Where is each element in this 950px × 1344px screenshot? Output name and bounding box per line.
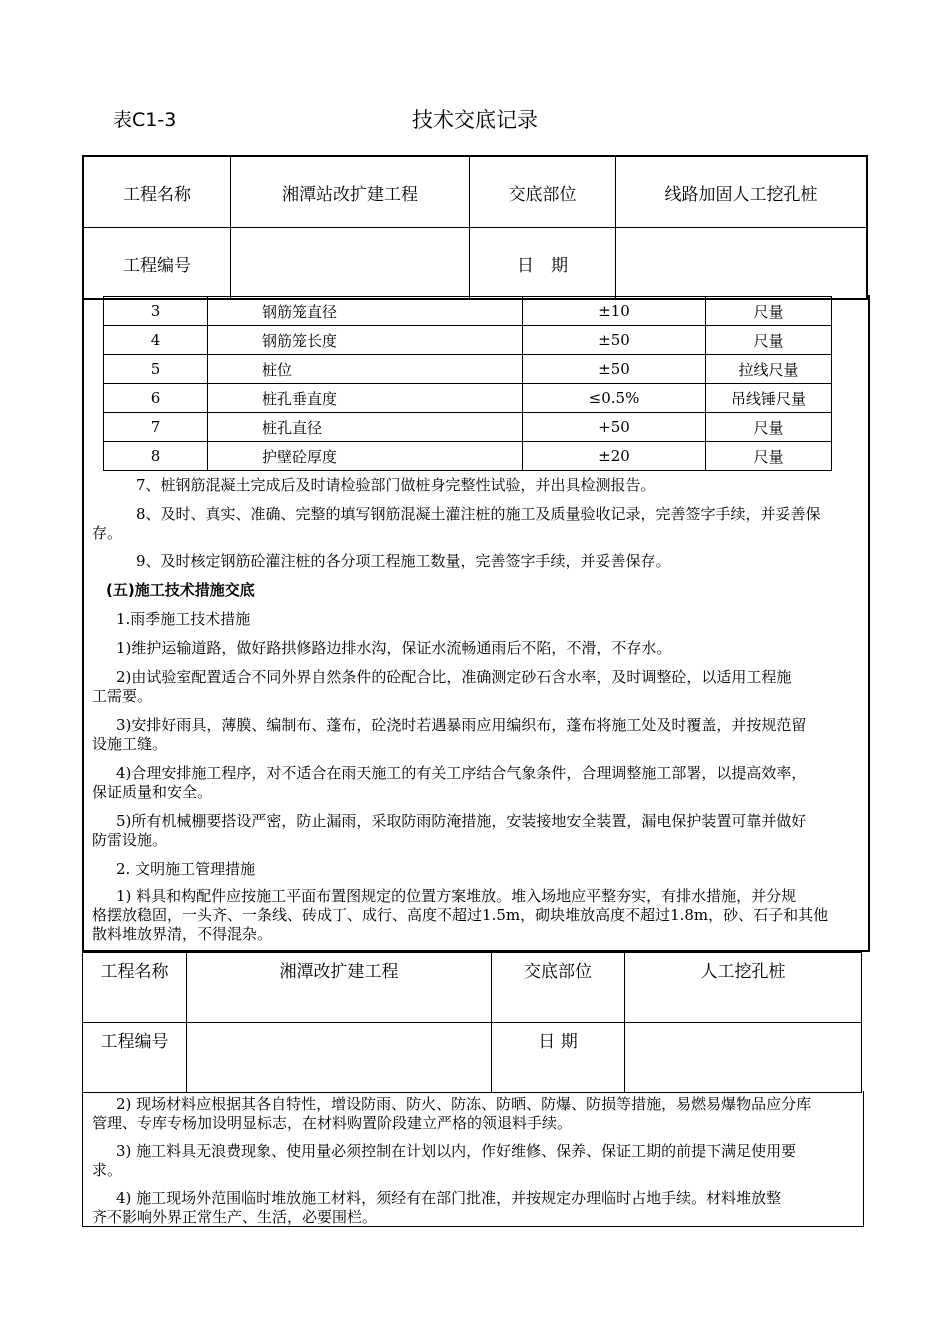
row-item: 钢筋笼长度	[208, 326, 523, 355]
row-method: 尺量	[706, 413, 832, 442]
table-row	[104, 355, 832, 384]
row-item: 钢筋笼直径	[208, 297, 523, 326]
rain-item-5-line2: 防雷设施。	[92, 831, 168, 849]
paragraph-7: 7、桩钢筋混凝土完成后及时请检验部门做桩身完整性试验，并出具检测报告。	[136, 476, 656, 494]
row-method: 吊线锤尺量	[706, 384, 832, 413]
rain-item-3-line1: 3)安排好雨具，薄膜、编制布、蓬布，砼浇时若遇暴雨应用编织布，蓬布将施工处及时覆盖，并按规范留	[116, 716, 807, 734]
rain-measures-heading: 1.雨季施工技术措施	[116, 610, 251, 628]
row-method: 拉线尺量	[706, 355, 832, 384]
civilized-item-2-line2: 管理、专库专杨加设明显标志，在材料购置阶段建立严格的领退料手续。	[92, 1114, 573, 1132]
rain-item-2-line2: 工需要。	[92, 687, 153, 705]
row-method: 尺量	[706, 442, 832, 471]
civilized-item-4-line1: 4) 施工现场外范围临时堆放施工材料，须经有在部门批准，并按规定办理临时占地手续。材料堆放整	[116, 1189, 782, 1207]
form-code: 表C1-3	[113, 109, 177, 131]
rain-item-2-line1: 2)由试验室配置适合不同外界自然条件的砼配合比，准确测定砂石含水率，及时调整砼，以适用工程施	[116, 668, 792, 686]
paragraph-8-line1: 8、及时、真实、准确、完整的填写钢筋混凝土灌注桩的施工及质量验收记录，完善签字手续，并妥善保	[136, 505, 821, 523]
row-no: 5	[104, 355, 208, 384]
document-title: 技术交底记录	[412, 108, 538, 132]
table-row	[104, 326, 832, 355]
rain-item-3-line2: 设施工缝。	[92, 735, 168, 753]
project-no-label: 工程编号	[83, 1023, 187, 1093]
civilized-measures-heading: 2. 文明施工管理措施	[116, 860, 256, 878]
project-no-label: 工程编号	[83, 228, 231, 300]
row-method: 尺量	[706, 326, 832, 355]
row-allowance: ±50	[523, 326, 706, 355]
project-name-label: 工程名称	[83, 156, 231, 228]
table-row	[104, 384, 832, 413]
row-item: 桩位	[208, 355, 523, 384]
table-row	[104, 413, 832, 442]
date-label: 日 期	[470, 228, 616, 300]
row-no: 8	[104, 442, 208, 471]
row-allowance: +50	[523, 413, 706, 442]
row-allowance: ±10	[523, 297, 706, 326]
row-allowance: ±50	[523, 355, 706, 384]
row-allowance: ≤0.5%	[523, 384, 706, 413]
row-item: 桩孔直径	[208, 413, 523, 442]
rain-item-4-line1: 4)合理安排施工程序，对不适合在雨天施工的有关工序结合气象条件，合理调整施工部署，以提高效率，	[116, 764, 807, 782]
project-name-value: 湘潭站改扩建工程	[231, 156, 470, 228]
header-table-1	[82, 155, 868, 300]
header-table-2	[82, 952, 862, 1093]
project-name-value: 湘潭改扩建工程	[187, 953, 492, 1023]
table-row	[104, 442, 832, 471]
project-no-value	[231, 228, 470, 300]
part-label: 交底部位	[492, 953, 625, 1023]
row-no: 6	[104, 384, 208, 413]
paragraph-9: 9、及时核定钢筋砼灌注桩的各分项工程施工数量，完善签字手续，并妥善保存。	[136, 552, 671, 570]
civilized-item-4-line2: 齐不影响外界正常生产、生活，必要围栏。	[92, 1208, 378, 1226]
row-no: 3	[104, 297, 208, 326]
rain-item-5-line1: 5)所有机械棚要搭设严密，防止漏雨，采取防雨防淹措施，安装接地安全装置，漏电保护装置可靠并做好	[116, 812, 807, 830]
civilized-item-1-line3: 散料堆放界清，不得混杂。	[92, 925, 273, 943]
part-value: 人工挖孔桩	[625, 953, 862, 1023]
rain-item-1: 1)维护运输道路，做好路拱修路边排水沟，保证水流畅通雨后不陷，不滑，不存水。	[116, 639, 672, 657]
row-item: 桩孔垂直度	[208, 384, 523, 413]
tolerance-table	[103, 296, 832, 471]
paragraph-8-line2: 存。	[92, 524, 123, 542]
date-label: 日 期	[492, 1023, 625, 1093]
row-method: 尺量	[706, 297, 832, 326]
section-5-heading: (五)施工技术措施交底	[106, 581, 255, 599]
date-value	[625, 1023, 862, 1093]
civilized-item-2-line1: 2) 现场材料应根据其各自特性，增设防雨、防火、防冻、防晒、防爆、防损等措施，易燃易爆物品应分库	[116, 1095, 812, 1113]
row-no: 7	[104, 413, 208, 442]
date-value	[616, 228, 868, 300]
part-label: 交底部位	[470, 156, 616, 228]
civilized-item-1-line1: 1) 料具和构配件应按施工平面布置图规定的位置方案堆放。堆入场地应平整夯实，有排水措施，并分规	[116, 887, 797, 905]
project-name-label: 工程名称	[83, 953, 187, 1023]
row-no: 4	[104, 326, 208, 355]
rain-item-4-line2: 保证质量和安全。	[92, 783, 213, 801]
civilized-item-3-line2: 求。	[92, 1161, 123, 1179]
civilized-item-3-line1: 3) 施工料具无浪费现象、使用量必须控制在计划以内，作好维修、保养、保证工期的前提下满足使用要	[116, 1142, 797, 1160]
table-row	[104, 297, 832, 326]
row-allowance: ±20	[523, 442, 706, 471]
project-no-value	[187, 1023, 492, 1093]
row-item: 护壁砼厚度	[208, 442, 523, 471]
civilized-item-1-line2: 格摆放稳固，一头齐、一条线、砖成丁、成行、高度不超过1.5m，砌块堆放高度不超过1.8m，砂、石子和其他	[92, 906, 829, 924]
part-value: 线路加固人工挖孔桩	[616, 156, 868, 228]
